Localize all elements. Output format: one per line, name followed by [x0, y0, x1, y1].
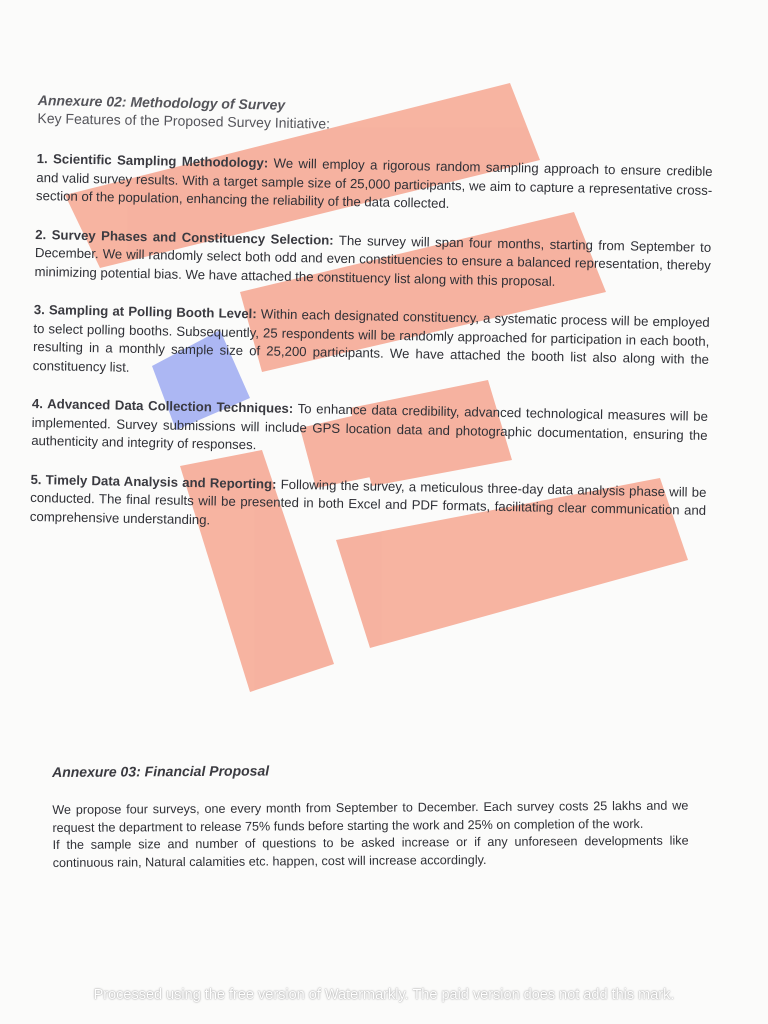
methodology-point-3: [33, 301, 710, 388]
point-body: To enhance data credibility, advanced technological measures will be implemented. Survey submissions will include GPS location data and photographic documentation, ensuring the authenticity and integrity of responses.: [31, 400, 709, 453]
methodology-point-5: [30, 470, 707, 538]
point-title: 5. Timely Data Analysis and Reporting:: [30, 471, 277, 492]
financial-paragraph-2: If the sample size and number of questions to be asked increase or if any unforeseen developments like continuous rain, Natural calamities etc. happen, cost will increase accordingly.: [52, 833, 689, 870]
point-body: Following the survey, a meticulous three-day data analysis phase will be conducted. The final results will be presented in both Excel and PDF formats, facilitating clear communication and comprehensive understanding.: [29, 476, 707, 527]
financial-paragraph-1: We propose four surveys, one every month from September to December. Each survey costs 25 lakhs and we request the department to release 75% funds before starting the work and 25% on completion of the work.: [52, 798, 689, 835]
methodology-point-1: [36, 150, 713, 218]
point-title: 3. Sampling at Polling Booth Level:: [33, 301, 257, 322]
point-title: 4. Advanced Data Collection Techniques:: [31, 395, 294, 416]
methodology-point-2: [34, 225, 711, 293]
annexure-03-heading: Annexure 03: Financial Proposal: [52, 762, 270, 780]
watermark-footer-text: Processed using the free version of Watermarkly. The paid version does not add this mark.: [93, 987, 675, 1003]
methodology-point-4: [31, 395, 708, 463]
point-title: 2. Survey Phases and Constituency Selection:: [35, 226, 334, 248]
annexure-03-section: [52, 760, 689, 872]
annexure-02-subheading: Key Features of the Proposed Survey Initiative:: [37, 109, 331, 132]
point-body: We will employ a rigorous random sampling approach to ensure credible and valid survey results. With a target sample size of 25,000 participants, we aim to capture a representative cross-section of the population, enhancing the reliability of the data collected.: [35, 155, 713, 211]
point-title: 1. Scientific Sampling Methodology:: [36, 150, 269, 171]
annexure-02-section: [29, 92, 714, 559]
point-body: Within each designated constituency, a systematic process will be employed to select polling booths. Subsequently, 25 respondents will be randomly approached for participation in each booth, resulting in a monthly sample size of 25,200 participants. We have attached the booth list also along with the constituency list.: [32, 306, 710, 375]
annexure-02-heading: Annexure 02: Methodology of Survey: [37, 92, 286, 113]
point-body: The survey will span four months, starting from September to December. We will randomly select both odd and even constituencies to ensure a balanced representation, thereby minimizing potential bias. We have attached the constituency list along with this proposal.: [34, 232, 712, 289]
